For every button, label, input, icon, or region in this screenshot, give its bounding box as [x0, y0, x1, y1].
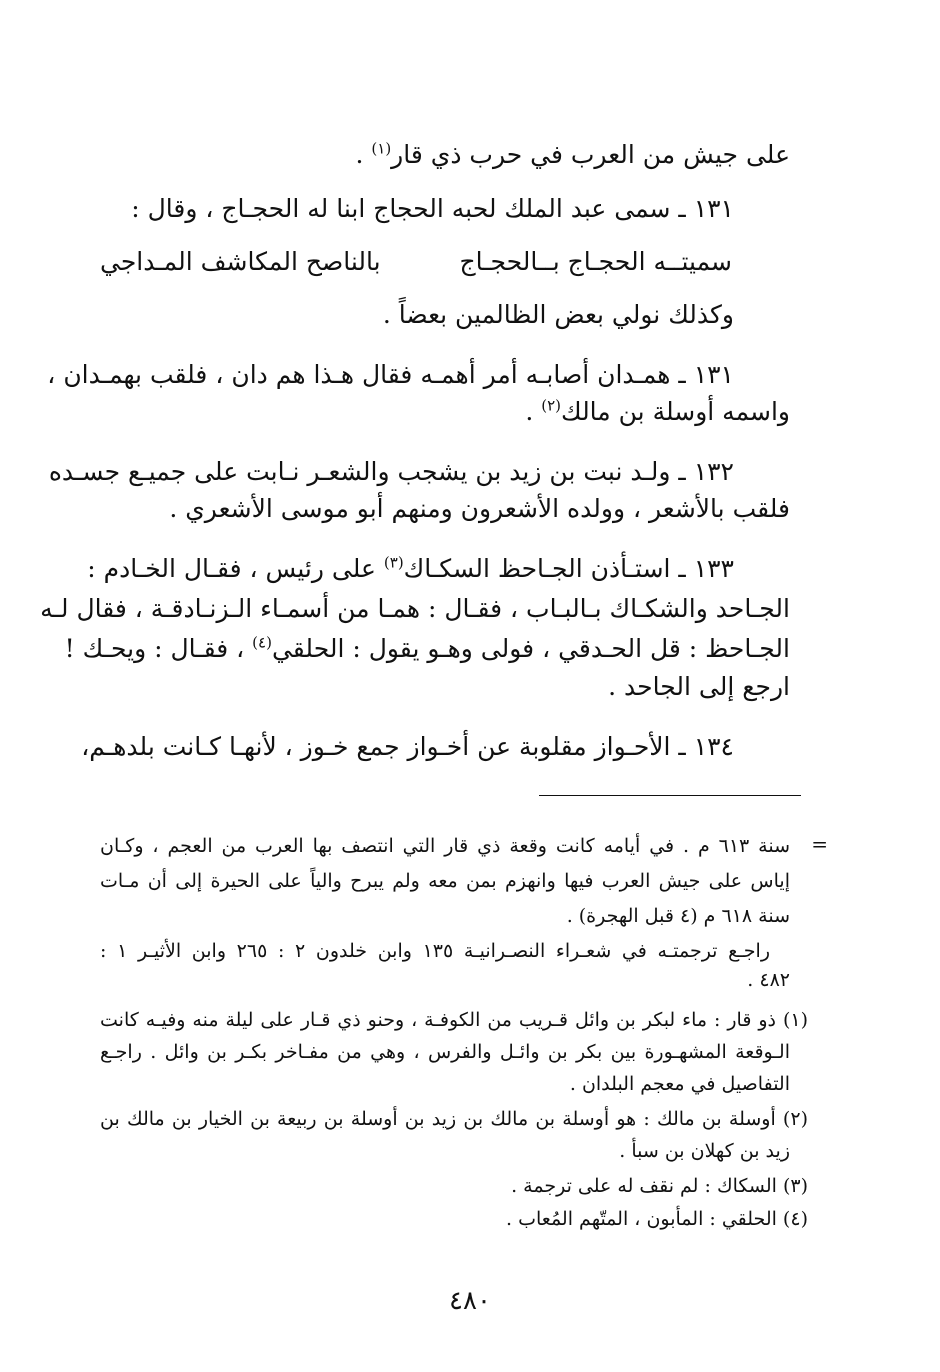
text-run: . — [525, 397, 542, 426]
verse-quote: وكذلك نولي بعض الظالمين بعضاً . — [382, 300, 734, 329]
paragraph-133-l4: ارجع إلى الجاحد . — [608, 672, 790, 701]
footnote-ref: (١) — [371, 139, 392, 158]
text-run: على رئيس ، فقـال الخـادم : — [87, 554, 384, 583]
footnote-continued-l5: ٤٨٢ . — [747, 969, 790, 991]
poem-verse — [100, 247, 790, 287]
text-run: واسمه أوسلة بن مالك — [561, 397, 790, 426]
footnote-continued-l4: راجـع ترجمتـه في شعـراء النصـرانيـة ١٣٥ وابن خلدون ٢ : ٢٦٥ وابن الأثيـر ١ : — [100, 940, 770, 962]
footnote-continued-l1: سنة ٦١٣ م . في أيامه كانت وقعة ذي قار التي انتصف بها العرب من العجم ، وكـان — [100, 835, 790, 857]
footnote-1-l3: التفاصيل في معجم البلدان . — [569, 1073, 790, 1095]
footnote-continued-l3: سنة ٦١٨ م (٤ قبل الهجرة) . — [566, 905, 790, 927]
footnote-ref: (٣) — [383, 553, 404, 572]
verse-hemistich-left: بالناصح المكاشف المـداجي — [100, 247, 381, 276]
text-run: ١٣٣ ـ استـأذن الجـاحظ السكـاك — [403, 554, 734, 583]
continuation-mark: = — [811, 832, 828, 856]
paragraph-131-hamdan-l2 — [100, 395, 790, 429]
paragraph-132-l1: ١٣٢ ـ ولـد نبت بن زيد بن يشجب والشعـر نـابت على جميـع جسـده — [48, 457, 734, 486]
paragraph-134: ١٣٤ ـ الأحـواز مقلوبة عن أخـواز جمع خـوز ، لأنهـا كـانت بلدهـم، — [81, 732, 734, 761]
page-number: ٤٨٠ — [449, 1286, 491, 1316]
footnote-1-l2: الـوقعة المشهـورة بين بكر بن وائـل والفرس ، وهي من مفـاخر بكـر بن وائل . راجـع — [100, 1041, 790, 1063]
text-run: . — [355, 140, 372, 169]
footnote-continued-l2: إياس على جيش العرب فيها وانهزم بمن معه ولم يبرح والياً على الحيرة إلى أن مـات — [100, 870, 790, 892]
footnote-ref: (٤) — [252, 633, 272, 652]
footnote-3: (٣) السكاك : لم نقف له على ترجمة . — [511, 1175, 808, 1197]
footnote-4: (٤) الحلقي : المأبون ، المتّهم المُعاب . — [506, 1208, 808, 1230]
paragraph-131-caliph: ١٣١ ـ سمى عبد الملك لحبه الحجاج ابنا له الحجـاج ، وقال : — [131, 194, 734, 223]
paragraph-133-l1 — [87, 552, 734, 586]
verse-hemistich-right: سميتــه الحجـاج بــالحجـاج — [459, 247, 732, 276]
footnote-2-l2: زيد بن كهلان بن سبأ . — [619, 1140, 790, 1162]
paragraph-132-l2: فلقب بالأشعر ، وولده الأشعرون ومنهم أبو موسى الأشعري . — [169, 494, 790, 523]
text-run: ، فقـال : ويحـك ! — [64, 634, 253, 663]
paragraph-131-hamdan-l1: ١٣١ ـ همـدان أصابـه أمر أهمـه فقال هـذا هم دان ، فلقب بهمـدان ، — [47, 360, 734, 389]
text-run: الجـاحظ : قل الحـدقي ، فولى وهـو يقول : الحلقي — [271, 634, 790, 663]
text-line — [100, 138, 790, 172]
text-run: على جيش من العرب في حرب ذي قار — [391, 140, 790, 169]
paragraph-133-l3 — [64, 632, 790, 666]
footnote-2-l1: (٢) أوسلة بن مالك : هو أوسلة بن مالك بن زيد بن أوسلة بن ربيعة بن الخيار بن مالك بن — [100, 1108, 808, 1130]
paragraph-133-l2: الجـاحد والشكـاك بـالبـاب ، فقـال : همـا من أسمـاء الـزنـادقـة ، فقال لـه — [40, 594, 790, 623]
footnote-separator — [539, 795, 801, 796]
footnote-ref: (٢) — [541, 396, 561, 415]
footnote-1-l1: (١) ذو قار : ماء لبكر بن وائل قـريب من الكوفـة ، وحنو ذي قـار على ليلة منه وفيـه كانت — [100, 1009, 808, 1031]
